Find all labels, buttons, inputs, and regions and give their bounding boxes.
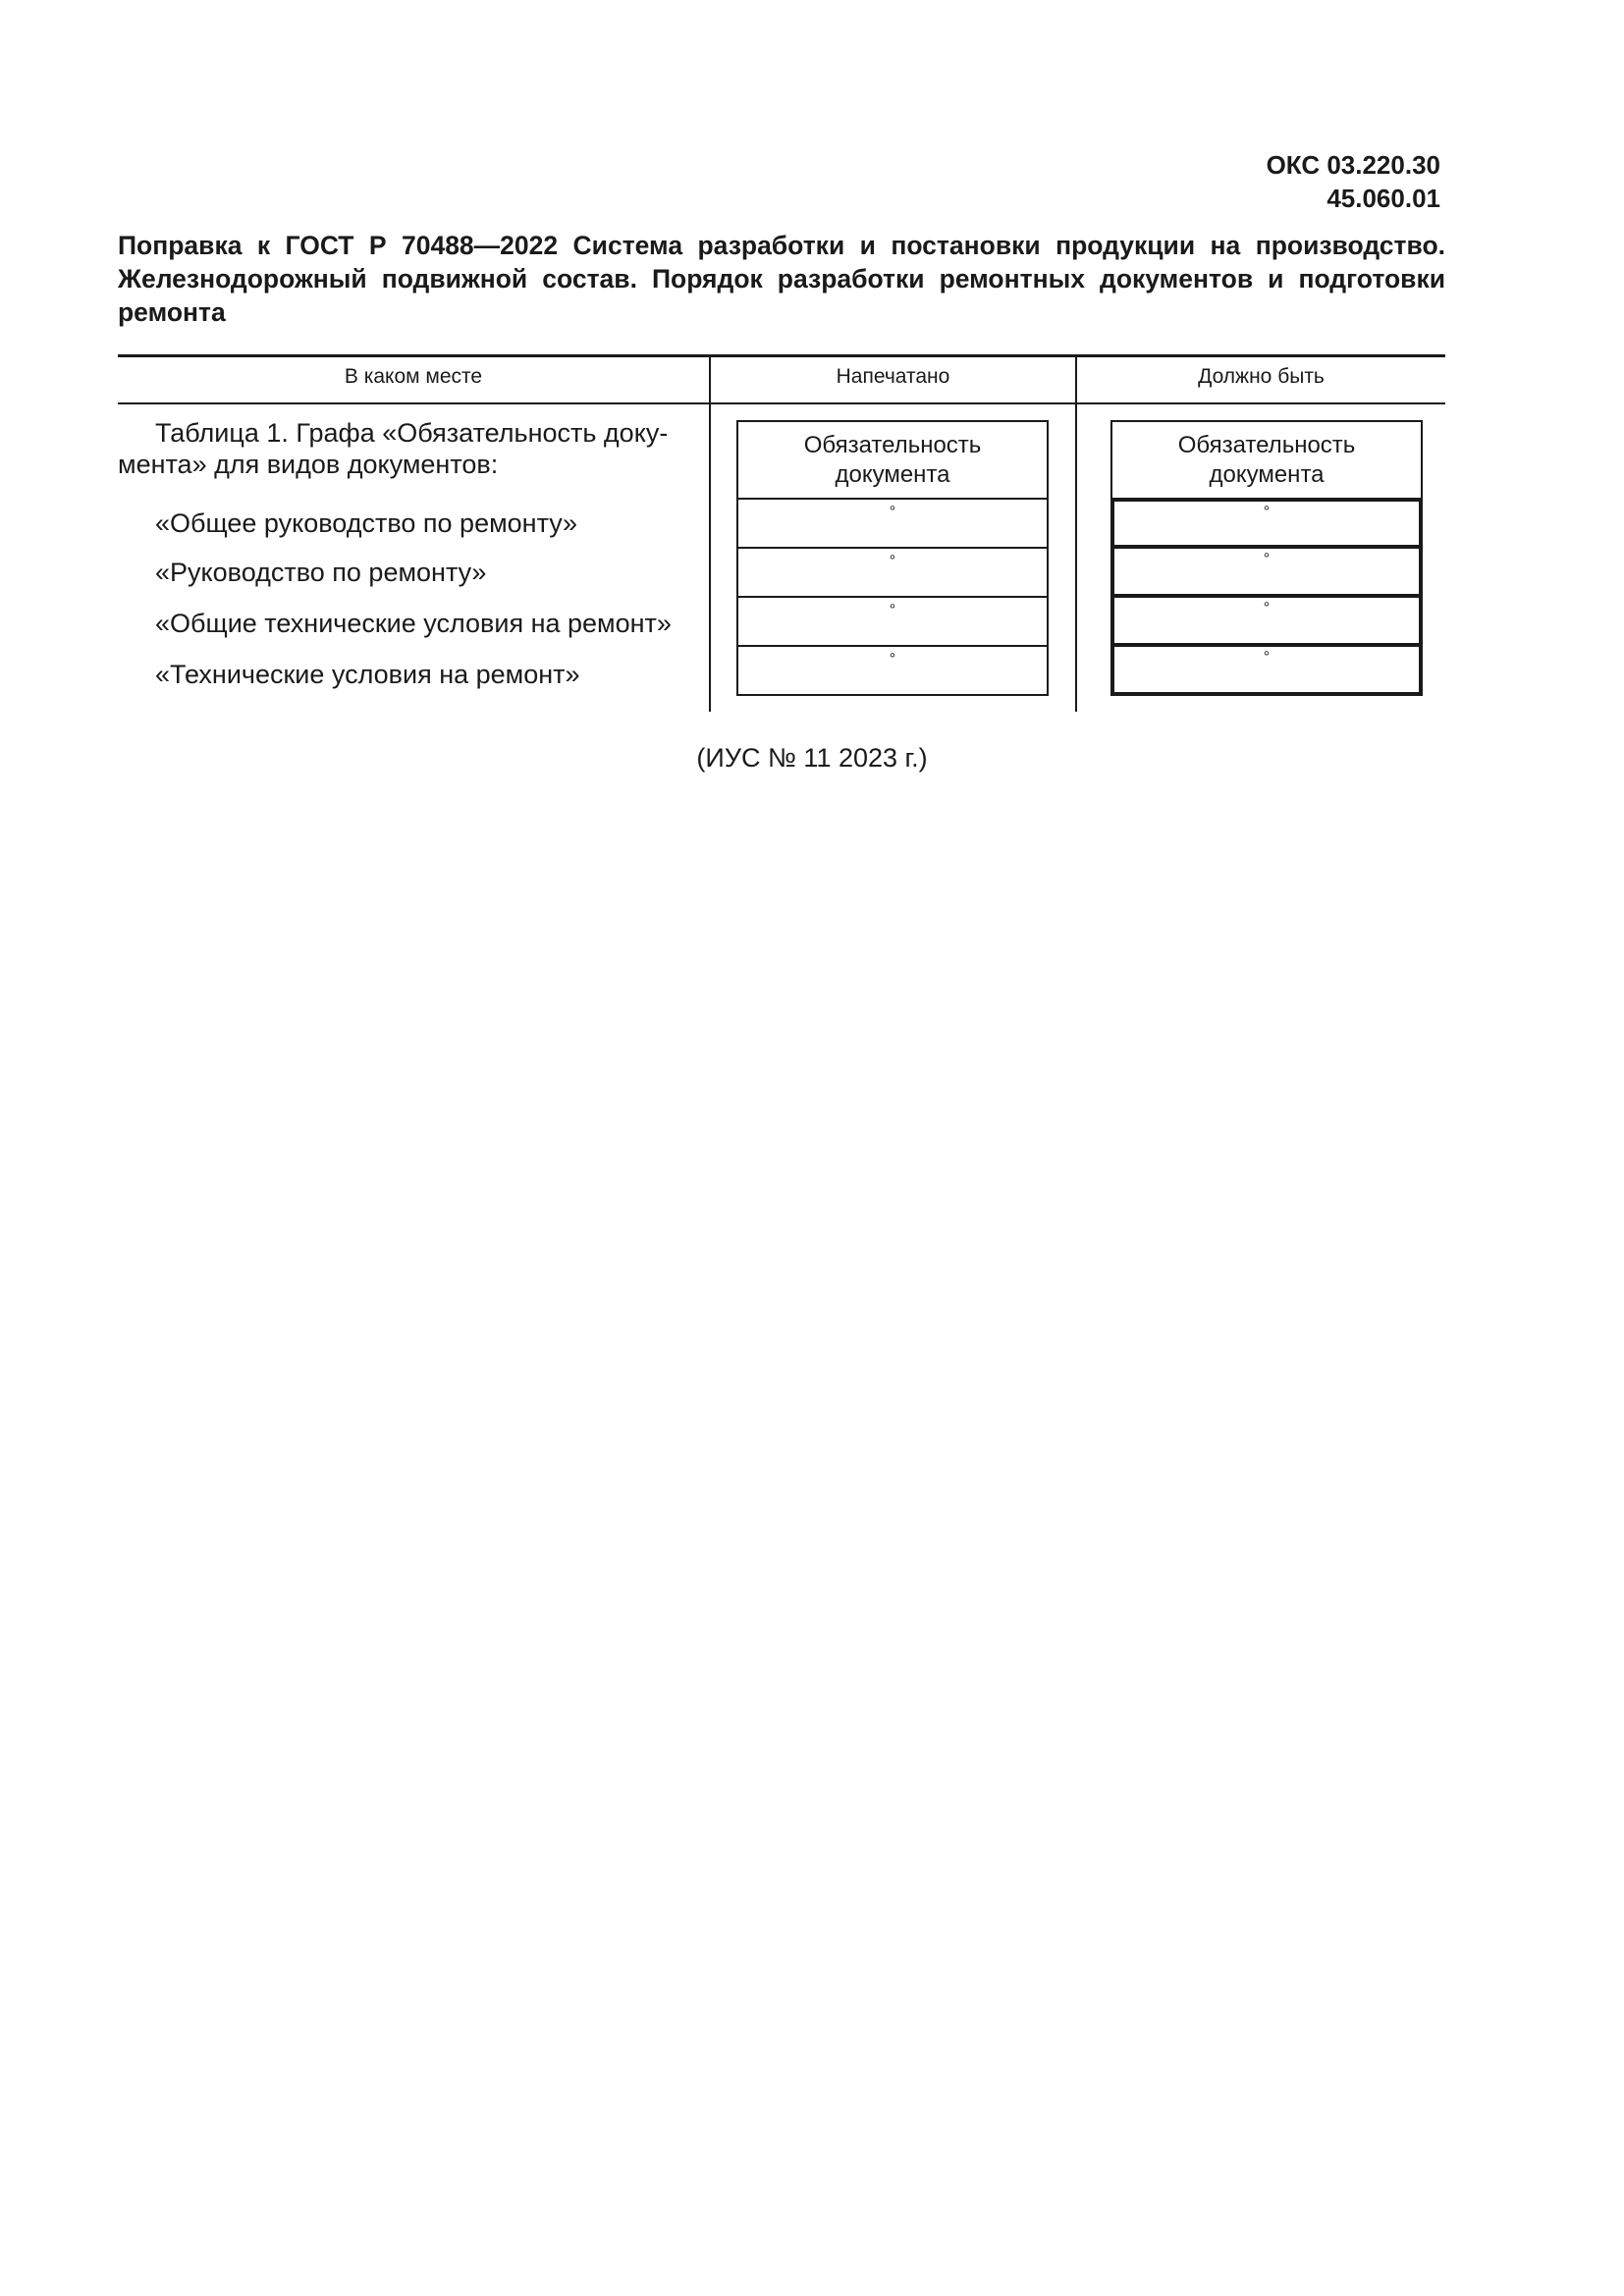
should-be-value-cell: ° xyxy=(1110,498,1423,549)
document-type-item: «Общие технические условия на ремонт» xyxy=(155,609,672,638)
should-be-value-cell: ° xyxy=(1110,643,1423,696)
printed-value-cell: ° xyxy=(736,547,1049,598)
table-header-rule xyxy=(118,402,1445,404)
should-be-value-cell: ° xyxy=(1110,594,1423,647)
amendment-title: Поправка к ГОСТ Р 70488—2022 Система разработки и постановки продукции на производство. Железнодорожный подвижной состав. Порядок разработки ремонтных документов и подготовки ремонта xyxy=(118,231,1445,327)
printed-header-box xyxy=(736,420,1049,500)
document-type-item: «Руководство по ремонту» xyxy=(155,558,487,587)
printed-header-line-2: документа xyxy=(835,461,950,488)
printed-value-cell: ° xyxy=(736,645,1049,696)
column-divider-1 xyxy=(709,354,711,712)
table-top-rule xyxy=(118,354,1445,357)
should-be-header-box xyxy=(1110,420,1423,500)
printed-value-cell: ° xyxy=(736,498,1049,549)
classification-codes xyxy=(1267,148,1440,215)
oks-code-2: 45.060.01 xyxy=(1326,184,1440,213)
location-description xyxy=(118,417,707,480)
printed-header-line-1: Обязательность xyxy=(803,432,982,458)
column-header-printed: Напечатано xyxy=(836,365,950,388)
column-divider-2 xyxy=(1075,354,1077,712)
document-type-item: «Общее руководство по ремонту» xyxy=(155,508,578,538)
printed-value-cell: ° xyxy=(736,596,1049,647)
column-header-location: В каком месте xyxy=(344,365,483,388)
location-line-1: Таблица 1. Графа «Обязательность доку- xyxy=(155,418,669,448)
should-be-header-line-1: Обязательность xyxy=(1177,432,1356,458)
should-be-header-line-2: документа xyxy=(1209,461,1325,488)
location-line-2: мента» для видов документов: xyxy=(118,450,499,479)
oks-code-1: ОКС 03.220.30 xyxy=(1266,150,1440,180)
should-be-value-cell: ° xyxy=(1110,545,1423,598)
column-header-should-be: Должно быть xyxy=(1198,365,1325,388)
document-type-item: «Технические условия на ремонт» xyxy=(155,660,580,689)
ius-reference: (ИУС № 11 2023 г.) xyxy=(696,743,928,773)
